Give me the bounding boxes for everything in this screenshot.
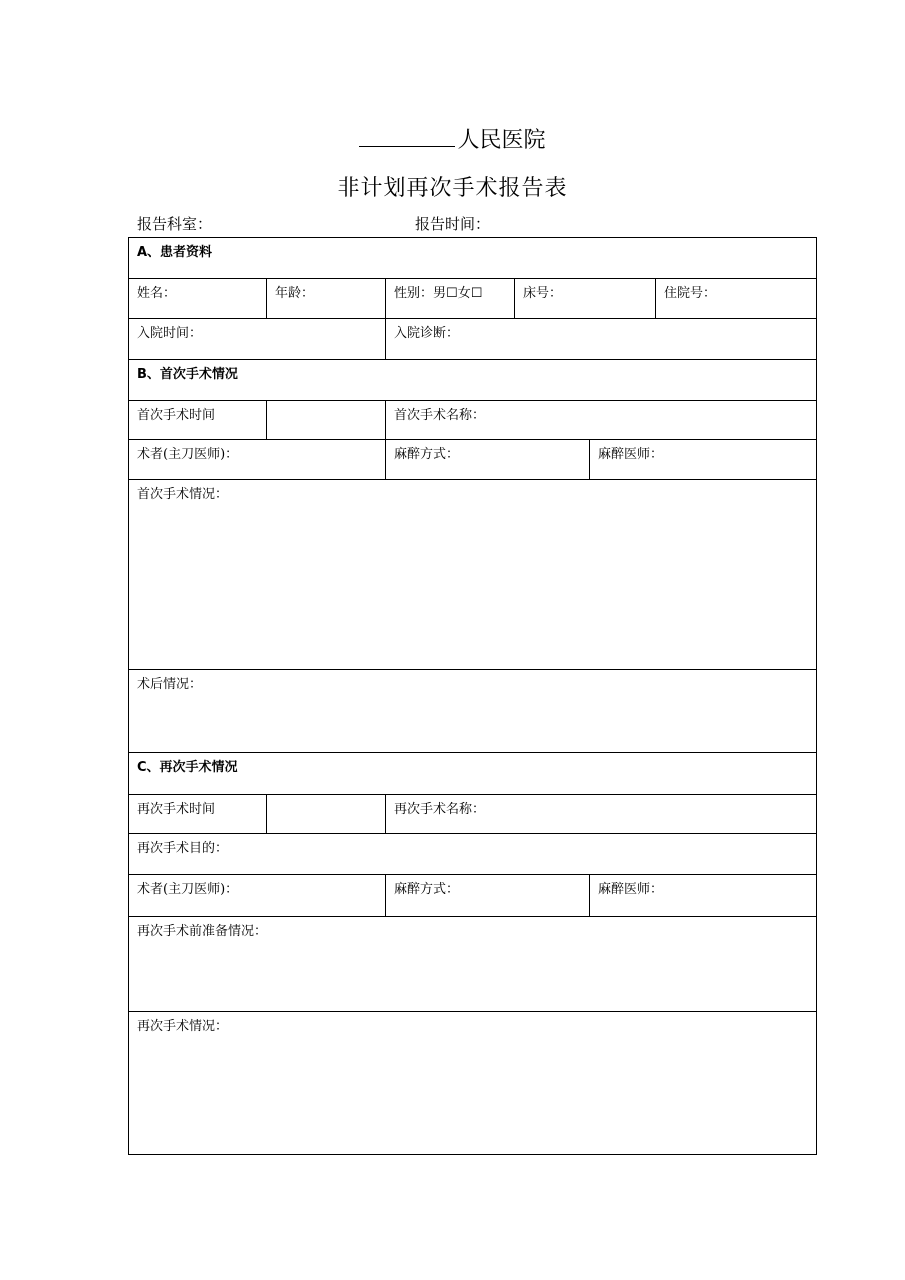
admission-time-label: 入院时间：	[137, 326, 203, 341]
second-surgery-purpose-field[interactable]	[129, 834, 817, 875]
hospital-title	[0, 126, 905, 156]
second-surgeon-field[interactable]	[129, 875, 386, 917]
patient-name-field[interactable]	[129, 279, 267, 319]
second-surgery-situation-label: 再次手术情况：	[137, 1019, 229, 1034]
second-surgery-name-label: 再次手术名称：	[394, 802, 486, 817]
second-anesthetist-label: 麻醉医师：	[598, 882, 664, 897]
second-anesthesia-method-field[interactable]	[386, 875, 590, 917]
second-surgery-name-field[interactable]	[386, 795, 817, 834]
first-surgery-time-field[interactable]	[267, 401, 386, 440]
preop-prep-field[interactable]	[129, 917, 817, 1012]
report-dept-label: 报告科室：	[137, 215, 213, 233]
section-a-title: A、患者资料	[129, 238, 817, 279]
patient-name-label: 姓名：	[137, 286, 177, 301]
second-surgeon-label: 术者(主刀医师)：	[137, 882, 239, 897]
section-c-title: C、再次手术情况	[129, 753, 817, 795]
first-surgery-situation-field[interactable]	[129, 480, 817, 670]
gender-label: 性别：	[394, 286, 434, 301]
first-surgery-time-label: 首次手术时间	[129, 401, 267, 440]
postop-situation-label: 术后情况：	[137, 677, 203, 692]
report-form-table	[128, 237, 817, 1155]
admission-diagnosis-field[interactable]	[386, 319, 817, 360]
first-surgery-situation-label: 首次手术情况：	[137, 487, 229, 502]
first-surgeon-label: 术者(主刀医师)：	[137, 447, 239, 462]
first-anesthetist-label: 麻醉医师：	[598, 447, 664, 462]
first-anesthesia-method-field[interactable]	[386, 440, 590, 480]
admission-number-field[interactable]	[656, 279, 817, 319]
second-surgery-time-label: 再次手术时间	[129, 795, 267, 834]
hospital-suffix: 人民医院	[457, 128, 546, 153]
patient-gender-field	[386, 279, 515, 319]
first-anesthetist-field[interactable]	[590, 440, 817, 480]
postop-situation-field[interactable]	[129, 670, 817, 753]
admission-diagnosis-label: 入院诊断：	[394, 326, 460, 341]
first-surgery-name-field[interactable]	[386, 401, 817, 440]
male-label: 男	[433, 286, 447, 301]
male-checkbox[interactable]: ☐	[446, 286, 458, 301]
first-surgeon-field[interactable]	[129, 440, 386, 480]
section-b-title: B、首次手术情况	[129, 360, 817, 401]
patient-age-label: 年龄：	[275, 286, 315, 301]
hospital-name-blank[interactable]	[359, 128, 455, 147]
second-anesthetist-field[interactable]	[590, 875, 817, 917]
second-surgery-situation-field[interactable]	[129, 1012, 817, 1155]
second-surgery-time-field[interactable]	[267, 795, 386, 834]
bed-number-field[interactable]	[515, 279, 656, 319]
bed-number-label: 床号：	[523, 286, 563, 301]
female-label: 女	[457, 286, 471, 301]
second-anesthesia-method-label: 麻醉方式：	[394, 882, 460, 897]
female-checkbox[interactable]: ☐	[470, 286, 483, 301]
form-title: 非计划再次手术报告表	[337, 176, 568, 201]
report-time-label: 报告时间：	[415, 215, 491, 233]
patient-age-field[interactable]	[267, 279, 386, 319]
admission-number-label: 住院号：	[664, 286, 717, 301]
first-anesthesia-method-label: 麻醉方式：	[394, 447, 460, 462]
preop-prep-label: 再次手术前准备情况：	[137, 924, 268, 939]
second-surgery-purpose-label: 再次手术目的：	[137, 841, 229, 856]
first-surgery-name-label: 首次手术名称：	[394, 408, 486, 423]
admission-time-field[interactable]	[129, 319, 386, 360]
